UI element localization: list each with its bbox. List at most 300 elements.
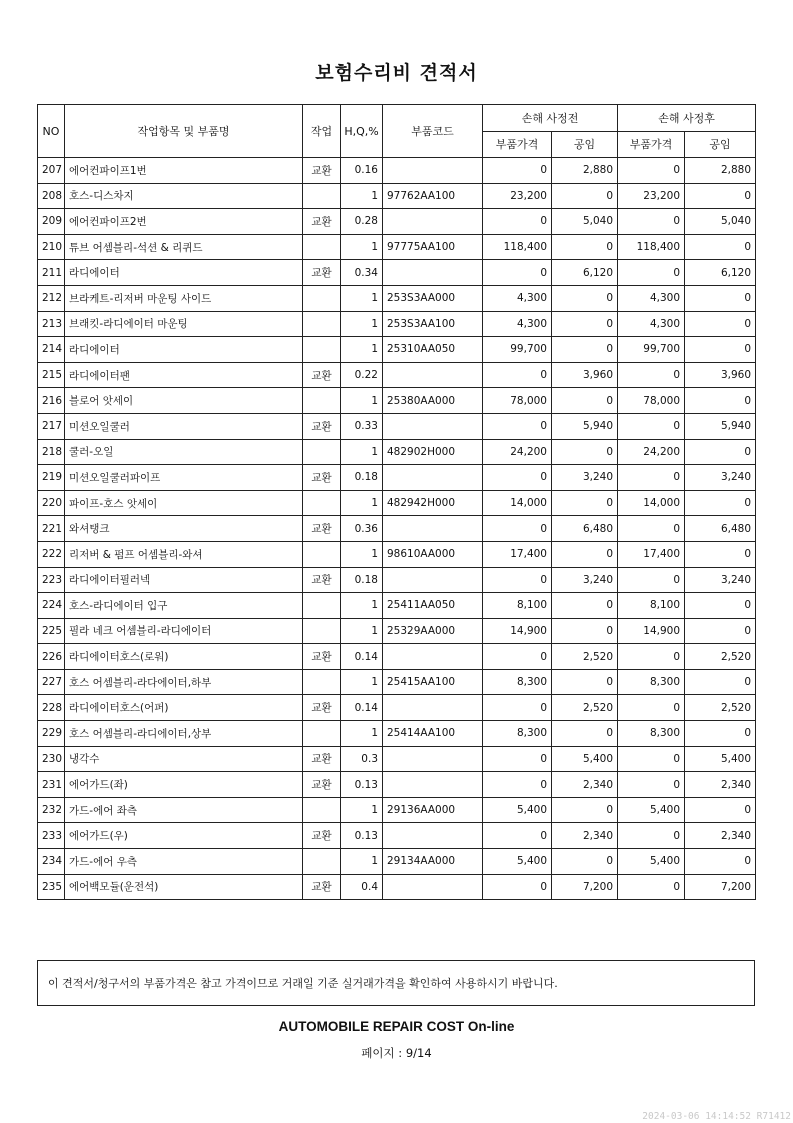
- row-before-labor: 0: [552, 490, 618, 516]
- row-before-labor: 2,340: [552, 823, 618, 849]
- row-no: 210: [38, 234, 65, 260]
- row-after-labor: 0: [685, 490, 756, 516]
- row-after-part-price: 99,700: [618, 337, 685, 363]
- row-hq: 1: [341, 618, 383, 644]
- row-after-labor: 0: [685, 593, 756, 619]
- row-hq: 0.18: [341, 465, 383, 491]
- row-item-name: 에어컨파이프1번: [65, 158, 303, 184]
- row-work: [303, 849, 341, 875]
- row-hq: 1: [341, 234, 383, 260]
- row-hq: 1: [341, 490, 383, 516]
- row-before-labor: 5,400: [552, 746, 618, 772]
- header-before-labor: 공임: [552, 131, 618, 158]
- row-after-part-price: 0: [618, 772, 685, 798]
- row-before-labor: 0: [552, 311, 618, 337]
- table-row: [38, 644, 756, 670]
- row-before-part-price: 0: [483, 874, 552, 900]
- row-item-name: 라디에이터호스(어퍼): [65, 695, 303, 721]
- row-before-part-price: 0: [483, 746, 552, 772]
- row-after-part-price: 0: [618, 158, 685, 184]
- row-part-code: 25329AA000: [383, 618, 483, 644]
- row-after-part-price: 0: [618, 362, 685, 388]
- row-work: 교환: [303, 746, 341, 772]
- row-part-code: [383, 209, 483, 235]
- row-work: [303, 669, 341, 695]
- row-hq: 0.3: [341, 746, 383, 772]
- row-no: 219: [38, 465, 65, 491]
- row-before-part-price: 0: [483, 260, 552, 286]
- row-before-labor: 6,120: [552, 260, 618, 286]
- row-after-part-price: 0: [618, 874, 685, 900]
- row-no: 232: [38, 797, 65, 823]
- row-after-part-price: 0: [618, 567, 685, 593]
- row-work: 교환: [303, 644, 341, 670]
- table-row: [38, 874, 756, 900]
- row-work: [303, 439, 341, 465]
- row-after-part-price: 0: [618, 516, 685, 542]
- header-item-name: 작업항목 및 부품명: [65, 105, 303, 158]
- row-after-labor: 3,960: [685, 362, 756, 388]
- row-item-name: 튜브 어셈블리-석션 & 리퀴드: [65, 234, 303, 260]
- row-before-labor: 0: [552, 721, 618, 747]
- row-no: 208: [38, 183, 65, 209]
- row-before-labor: 0: [552, 439, 618, 465]
- row-work: [303, 234, 341, 260]
- row-before-part-price: 78,000: [483, 388, 552, 414]
- row-before-labor: 0: [552, 285, 618, 311]
- header-after-part-price: 부품가격: [618, 131, 685, 158]
- row-after-part-price: 8,100: [618, 593, 685, 619]
- row-part-code: 25414AA100: [383, 721, 483, 747]
- header-work: 작업: [303, 105, 341, 158]
- row-before-part-price: 8,100: [483, 593, 552, 619]
- row-after-labor: 0: [685, 541, 756, 567]
- row-no: 221: [38, 516, 65, 542]
- table-row: [38, 695, 756, 721]
- table-row: [38, 516, 756, 542]
- row-no: 213: [38, 311, 65, 337]
- row-part-code: [383, 772, 483, 798]
- table-row: [38, 618, 756, 644]
- row-before-labor: 0: [552, 541, 618, 567]
- row-after-part-price: 8,300: [618, 669, 685, 695]
- row-part-code: [383, 695, 483, 721]
- row-no: 218: [38, 439, 65, 465]
- row-part-code: 482942H000: [383, 490, 483, 516]
- row-part-code: [383, 644, 483, 670]
- row-part-code: [383, 362, 483, 388]
- row-work: [303, 490, 341, 516]
- row-hq: 1: [341, 183, 383, 209]
- table-row: [38, 388, 756, 414]
- row-work: 교환: [303, 695, 341, 721]
- row-before-part-price: 0: [483, 413, 552, 439]
- row-part-code: 98610AA000: [383, 541, 483, 567]
- row-hq: 1: [341, 541, 383, 567]
- row-hq: 0.14: [341, 695, 383, 721]
- row-work: [303, 593, 341, 619]
- row-after-part-price: 0: [618, 260, 685, 286]
- row-work: [303, 541, 341, 567]
- row-before-part-price: 118,400: [483, 234, 552, 260]
- row-work: [303, 618, 341, 644]
- row-hq: 0.16: [341, 158, 383, 184]
- row-no: 223: [38, 567, 65, 593]
- row-hq: 1: [341, 311, 383, 337]
- row-before-part-price: 0: [483, 644, 552, 670]
- row-work: 교환: [303, 465, 341, 491]
- row-before-part-price: 0: [483, 567, 552, 593]
- row-no: 214: [38, 337, 65, 363]
- row-after-labor: 0: [685, 721, 756, 747]
- row-after-labor: 0: [685, 797, 756, 823]
- row-part-code: 25310AA050: [383, 337, 483, 363]
- header-before-adjustment: 손해 사정전: [483, 105, 618, 132]
- table-row: [38, 721, 756, 747]
- row-no: 229: [38, 721, 65, 747]
- row-before-labor: 2,520: [552, 644, 618, 670]
- row-before-labor: 5,040: [552, 209, 618, 235]
- row-before-part-price: 4,300: [483, 285, 552, 311]
- row-work: 교환: [303, 516, 341, 542]
- row-work: 교환: [303, 772, 341, 798]
- row-work: [303, 337, 341, 363]
- row-before-part-price: 99,700: [483, 337, 552, 363]
- row-part-code: 25380AA000: [383, 388, 483, 414]
- row-no: 209: [38, 209, 65, 235]
- table-row: [38, 823, 756, 849]
- row-item-name: 에어백모듈(운전석): [65, 874, 303, 900]
- table-row: [38, 746, 756, 772]
- row-before-labor: 0: [552, 337, 618, 363]
- row-no: 215: [38, 362, 65, 388]
- row-part-code: 25415AA100: [383, 669, 483, 695]
- row-item-name: 라디에이터팬: [65, 362, 303, 388]
- row-no: 231: [38, 772, 65, 798]
- row-after-part-price: 14,900: [618, 618, 685, 644]
- row-after-part-price: 78,000: [618, 388, 685, 414]
- row-after-labor: 2,340: [685, 823, 756, 849]
- row-no: 233: [38, 823, 65, 849]
- table-row: [38, 490, 756, 516]
- price-notice: 이 견적서/청구서의 부품가격은 참고 가격이므로 거래일 기준 실거래가격을 확인하여 사용하시기 바랍니다.: [37, 960, 755, 1006]
- row-after-labor: 5,040: [685, 209, 756, 235]
- page-number: 페이지 : 9/14: [361, 1046, 432, 1060]
- estimate-rows: [38, 158, 756, 900]
- table-row: [38, 797, 756, 823]
- table-row: [38, 158, 756, 184]
- row-after-part-price: 8,300: [618, 721, 685, 747]
- row-no: 234: [38, 849, 65, 875]
- row-hq: 1: [341, 849, 383, 875]
- row-no: 224: [38, 593, 65, 619]
- row-item-name: 라디에이터: [65, 260, 303, 286]
- table-row: [38, 772, 756, 798]
- table-row: [38, 183, 756, 209]
- row-no: 225: [38, 618, 65, 644]
- row-before-part-price: 5,400: [483, 849, 552, 875]
- row-item-name: 브래킷-라디에이터 마운팅: [65, 311, 303, 337]
- row-before-part-price: 24,200: [483, 439, 552, 465]
- row-before-part-price: 0: [483, 695, 552, 721]
- row-item-name: 라디에이터필러넥: [65, 567, 303, 593]
- row-part-code: [383, 746, 483, 772]
- row-work: [303, 285, 341, 311]
- table-row: [38, 541, 756, 567]
- row-after-labor: 0: [685, 337, 756, 363]
- row-work: [303, 183, 341, 209]
- row-part-code: 25411AA050: [383, 593, 483, 619]
- table-row: [38, 285, 756, 311]
- header-after-labor: 공임: [685, 131, 756, 158]
- estimate-table: [37, 104, 756, 900]
- row-part-code: 482902H000: [383, 439, 483, 465]
- row-no: 207: [38, 158, 65, 184]
- row-before-part-price: 0: [483, 158, 552, 184]
- row-no: 211: [38, 260, 65, 286]
- row-before-part-price: 4,300: [483, 311, 552, 337]
- row-work: [303, 721, 341, 747]
- row-item-name: 에어가드(좌): [65, 772, 303, 798]
- row-item-name: 라디에이터: [65, 337, 303, 363]
- row-before-labor: 3,960: [552, 362, 618, 388]
- row-part-code: 97775AA100: [383, 234, 483, 260]
- table-row: [38, 337, 756, 363]
- row-after-part-price: 4,300: [618, 285, 685, 311]
- row-part-code: [383, 567, 483, 593]
- row-work: 교환: [303, 567, 341, 593]
- row-hq: 0.13: [341, 772, 383, 798]
- table-row: [38, 234, 756, 260]
- row-hq: 1: [341, 337, 383, 363]
- header-part-code: 부품코드: [383, 105, 483, 158]
- row-after-part-price: 23,200: [618, 183, 685, 209]
- print-timestamp: 2024-03-06 14:14:52 R71412: [642, 1111, 791, 1122]
- row-after-labor: 3,240: [685, 465, 756, 491]
- row-hq: 1: [341, 721, 383, 747]
- header-hqp: H,Q,%: [341, 105, 383, 158]
- row-after-part-price: 0: [618, 413, 685, 439]
- row-work: [303, 797, 341, 823]
- row-hq: 1: [341, 669, 383, 695]
- row-part-code: [383, 874, 483, 900]
- table-row: [38, 593, 756, 619]
- row-part-code: 253S3AA100: [383, 311, 483, 337]
- row-hq: 0.13: [341, 823, 383, 849]
- row-before-labor: 5,940: [552, 413, 618, 439]
- table-row: [38, 311, 756, 337]
- row-part-code: 253S3AA000: [383, 285, 483, 311]
- row-before-labor: 0: [552, 593, 618, 619]
- row-hq: 1: [341, 593, 383, 619]
- row-after-part-price: 118,400: [618, 234, 685, 260]
- row-hq: 0.36: [341, 516, 383, 542]
- row-item-name: 호스-라디에이터 입구: [65, 593, 303, 619]
- row-after-part-price: 24,200: [618, 439, 685, 465]
- row-no: 220: [38, 490, 65, 516]
- row-before-labor: 7,200: [552, 874, 618, 900]
- table-row: [38, 849, 756, 875]
- row-before-labor: 0: [552, 183, 618, 209]
- row-item-name: 쿨러-오일: [65, 439, 303, 465]
- row-hq: 0.33: [341, 413, 383, 439]
- row-after-part-price: 0: [618, 644, 685, 670]
- row-item-name: 브라케트-리저버 마운팅 사이드: [65, 285, 303, 311]
- table-row: [38, 209, 756, 235]
- row-after-labor: 6,120: [685, 260, 756, 286]
- row-hq: 0.34: [341, 260, 383, 286]
- header-before-part-price: 부품가격: [483, 131, 552, 158]
- row-after-part-price: 4,300: [618, 311, 685, 337]
- row-work: 교환: [303, 158, 341, 184]
- row-after-part-price: 0: [618, 695, 685, 721]
- row-before-labor: 0: [552, 234, 618, 260]
- row-before-part-price: 17,400: [483, 541, 552, 567]
- row-item-name: 미션오일쿨러: [65, 413, 303, 439]
- table-row: [38, 413, 756, 439]
- row-no: 222: [38, 541, 65, 567]
- row-before-part-price: 0: [483, 362, 552, 388]
- row-before-part-price: 23,200: [483, 183, 552, 209]
- row-work: 교환: [303, 823, 341, 849]
- row-item-name: 냉각수: [65, 746, 303, 772]
- row-after-labor: 0: [685, 388, 756, 414]
- row-before-part-price: 0: [483, 823, 552, 849]
- document-title: 보험수리비 견적서: [315, 62, 478, 84]
- row-before-labor: 2,880: [552, 158, 618, 184]
- row-before-labor: 6,480: [552, 516, 618, 542]
- row-part-code: [383, 516, 483, 542]
- row-item-name: 미션오일쿨러파이프: [65, 465, 303, 491]
- header-after-adjustment: 손해 사정후: [618, 105, 756, 132]
- row-before-part-price: 0: [483, 209, 552, 235]
- row-no: 212: [38, 285, 65, 311]
- row-work: 교환: [303, 209, 341, 235]
- row-before-labor: 3,240: [552, 567, 618, 593]
- row-after-part-price: 5,400: [618, 797, 685, 823]
- table-row: [38, 669, 756, 695]
- row-item-name: 라디에이터호스(로워): [65, 644, 303, 670]
- row-item-name: 가드-에어 좌측: [65, 797, 303, 823]
- row-after-part-price: 5,400: [618, 849, 685, 875]
- table-row: [38, 362, 756, 388]
- row-item-name: 에어컨파이프2번: [65, 209, 303, 235]
- row-before-labor: 0: [552, 618, 618, 644]
- row-no: 228: [38, 695, 65, 721]
- row-no: 235: [38, 874, 65, 900]
- row-part-code: [383, 465, 483, 491]
- row-no: 217: [38, 413, 65, 439]
- row-after-labor: 5,940: [685, 413, 756, 439]
- row-before-labor: 3,240: [552, 465, 618, 491]
- row-after-labor: 6,480: [685, 516, 756, 542]
- row-no: 230: [38, 746, 65, 772]
- row-before-labor: 2,520: [552, 695, 618, 721]
- row-item-name: 와셔탱크: [65, 516, 303, 542]
- row-hq: 0.4: [341, 874, 383, 900]
- row-before-part-price: 14,000: [483, 490, 552, 516]
- header-no: NO: [38, 105, 65, 158]
- row-before-part-price: 5,400: [483, 797, 552, 823]
- row-hq: 0.14: [341, 644, 383, 670]
- row-item-name: 리저버 & 펌프 어셈블리-와셔: [65, 541, 303, 567]
- row-before-labor: 2,340: [552, 772, 618, 798]
- row-hq: 0.18: [341, 567, 383, 593]
- row-after-labor: 0: [685, 618, 756, 644]
- row-before-part-price: 0: [483, 772, 552, 798]
- row-part-code: 97762AA100: [383, 183, 483, 209]
- row-after-labor: 2,520: [685, 644, 756, 670]
- row-item-name: 파이프-호스 앗세이: [65, 490, 303, 516]
- row-item-name: 호스 어셈블리-라다에이터,하부: [65, 669, 303, 695]
- table-row: [38, 567, 756, 593]
- row-after-labor: 7,200: [685, 874, 756, 900]
- row-before-part-price: 14,900: [483, 618, 552, 644]
- row-work: 교환: [303, 362, 341, 388]
- row-item-name: 블로어 앗세이: [65, 388, 303, 414]
- row-hq: 1: [341, 285, 383, 311]
- row-item-name: 에어가드(우): [65, 823, 303, 849]
- row-after-part-price: 17,400: [618, 541, 685, 567]
- row-before-part-price: 0: [483, 516, 552, 542]
- row-before-part-price: 0: [483, 465, 552, 491]
- table-row: [38, 439, 756, 465]
- table-row: [38, 260, 756, 286]
- brand-footer: AUTOMOBILE REPAIR COST On-line: [278, 1019, 515, 1034]
- row-after-labor: 0: [685, 669, 756, 695]
- row-after-part-price: 14,000: [618, 490, 685, 516]
- row-item-name: 호스 어셈블리-라디에이터,상부: [65, 721, 303, 747]
- row-no: 226: [38, 644, 65, 670]
- row-item-name: 가드-에어 우측: [65, 849, 303, 875]
- row-before-labor: 0: [552, 669, 618, 695]
- row-before-part-price: 8,300: [483, 721, 552, 747]
- row-part-code: [383, 260, 483, 286]
- row-after-labor: 0: [685, 311, 756, 337]
- row-hq: 0.22: [341, 362, 383, 388]
- row-part-code: [383, 823, 483, 849]
- row-hq: 0.28: [341, 209, 383, 235]
- row-before-labor: 0: [552, 797, 618, 823]
- row-before-labor: 0: [552, 849, 618, 875]
- row-part-code: 29136AA000: [383, 797, 483, 823]
- row-before-part-price: 8,300: [483, 669, 552, 695]
- row-item-name: 필라 네크 어셈블리-라디에이터: [65, 618, 303, 644]
- row-after-labor: 5,400: [685, 746, 756, 772]
- table-row: [38, 465, 756, 491]
- row-after-labor: 0: [685, 439, 756, 465]
- row-after-labor: 0: [685, 285, 756, 311]
- row-part-code: [383, 158, 483, 184]
- row-after-part-price: 0: [618, 823, 685, 849]
- row-after-labor: 2,880: [685, 158, 756, 184]
- row-before-labor: 0: [552, 388, 618, 414]
- row-after-labor: 2,520: [685, 695, 756, 721]
- row-item-name: 호스-디스차지: [65, 183, 303, 209]
- row-part-code: [383, 413, 483, 439]
- row-no: 216: [38, 388, 65, 414]
- row-after-part-price: 0: [618, 465, 685, 491]
- row-hq: 1: [341, 797, 383, 823]
- row-after-labor: 0: [685, 234, 756, 260]
- row-work: [303, 388, 341, 414]
- row-work: [303, 311, 341, 337]
- row-hq: 1: [341, 439, 383, 465]
- row-after-part-price: 0: [618, 746, 685, 772]
- row-after-labor: 0: [685, 849, 756, 875]
- row-work: 교환: [303, 260, 341, 286]
- row-after-labor: 3,240: [685, 567, 756, 593]
